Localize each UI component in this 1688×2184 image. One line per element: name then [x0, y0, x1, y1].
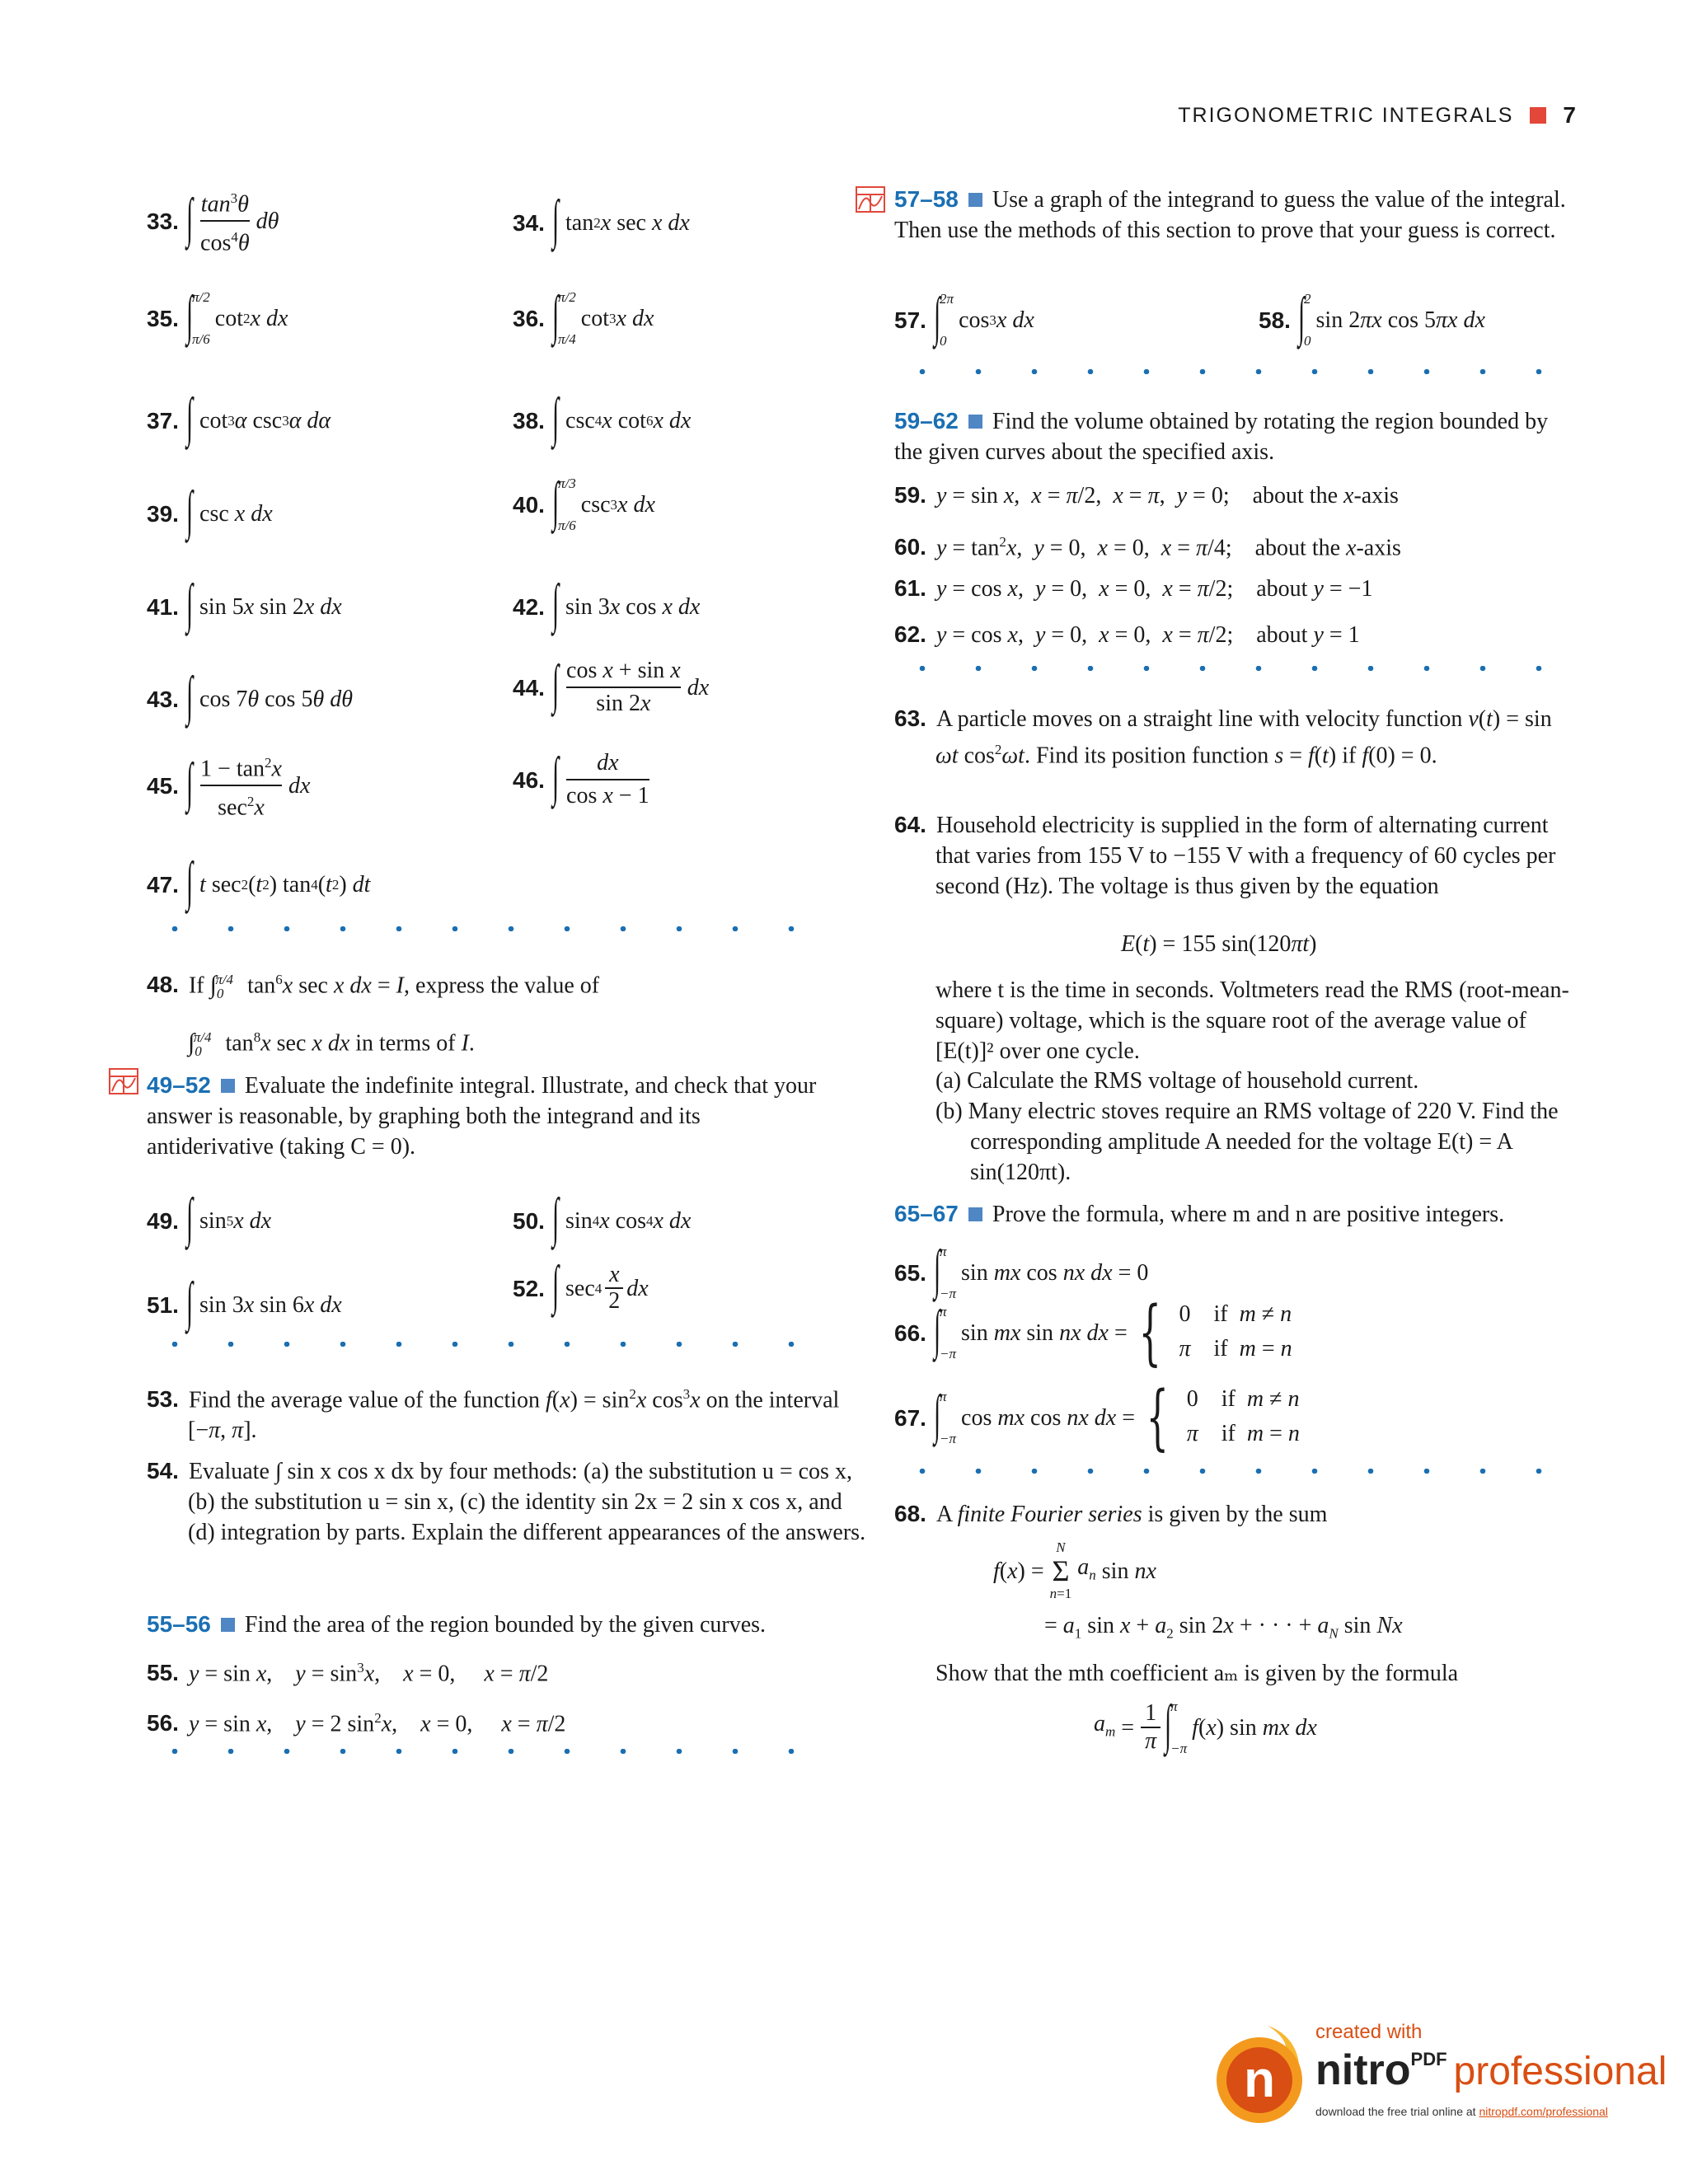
exercise-number: 63.: [894, 705, 926, 731]
exercise-47: 47. ∫ t sec 2 ( t 2 ) tan 4 ( t 2 ) dt: [147, 851, 371, 912]
exercise-64-text-b: where t is the time in seconds. Voltmeters read the RMS (root-mean-square) voltage, which is the square root of the average value of [E(t)]² over one cycle.: [935, 977, 1569, 1064]
logo-brand: nitro: [1315, 2046, 1411, 2094]
exercise-number: 33.: [147, 208, 179, 234]
exercise-number: 34.: [513, 209, 545, 236]
logo-created-with: created with: [1315, 2021, 1423, 2043]
exercise-61: 61. y = cos x, y = 0, x = 0, x = π/2; about y = −1: [894, 575, 1373, 602]
exercise-number: 53.: [147, 1386, 179, 1413]
instructions-text: Find the area of the region bounded by the given curves.: [244, 1612, 767, 1638]
exercise-39: 39. ∫ csc x dx: [147, 480, 273, 541]
instructions-49-52: [147, 1070, 831, 1162]
exercise-text: Evaluate ∫ sin x cos x dx by four methods: (a) the substitution u = cos x, (b) the substitution u = sin x, (c) the identity sin 2x = 2 sin x cos x, and (d) integration by parts. Explain the different appearances of the answers.: [188, 1459, 866, 1545]
exercise-59: 59. y = sin x, x = π/2, x = π, y = 0; about the x-axis: [894, 482, 1399, 509]
exercise-64: [894, 809, 1562, 902]
instructions-text: Prove the formula, where m and n are positive integers.: [992, 1202, 1505, 1227]
nitro-pdf-logo: [1210, 2013, 1667, 2136]
exercise-range: 65–67: [894, 1201, 959, 1226]
logo-pdf-sup: PDF: [1410, 2049, 1447, 2069]
exercise-51: 51. ∫ sin 3 x sin 6 x dx: [147, 1272, 342, 1332]
exercise-53: 53. Find the average value of the function $f(x) = \sin^2x$ $\cos^3x$ on the interval [−π, π].: [147, 1386, 840, 1444]
logo-tagline-text: download the free trial online at: [1315, 2105, 1479, 2118]
exercise-range: 55–56: [147, 1611, 211, 1637]
instructions-57-58: [894, 184, 1578, 246]
exercise-64-part-a: (a) Calculate the RMS voltage of household current.: [935, 1068, 1419, 1094]
running-header: [1178, 102, 1576, 129]
blue-square-icon: [968, 415, 982, 429]
exercise-number: 61.: [894, 575, 926, 601]
exercise-55: 55. y = sin x, $y = \sin^3x$, x = 0, x = π/2: [147, 1660, 549, 1687]
blue-square-icon: [968, 193, 982, 207]
section-divider: [894, 1469, 1578, 1474]
exercise-number: 64.: [894, 812, 926, 837]
logo-edition: professional: [1453, 2050, 1667, 2093]
exercise-66: 66. ∫ π −π sin mx sin nx dx = { 0 if m ≠ n π if m = n: [894, 1291, 1292, 1374]
exercise-46: 46. ∫ $\frac{dx}{\text{cos x − 1}}$: [513, 747, 649, 808]
exercise-49: 49. ∫ sin 5 x dx: [147, 1188, 272, 1248]
exercise-number: 36.: [513, 305, 545, 331]
exercise-58: 58. ∫ 2 0 sin 2 πx cos 5 πx dx: [1259, 287, 1485, 349]
page-number: 7: [1563, 102, 1576, 128]
blue-square-icon: [221, 1079, 235, 1093]
exercise-number: 37.: [147, 407, 179, 434]
instructions-65-67: [894, 1198, 1578, 1230]
exercise-50: 50. ∫ sin 4 x cos 4 x dx: [513, 1188, 692, 1248]
exercise-65: 65. ∫ π −π sin mx cos nx dx = 0: [894, 1240, 1149, 1301]
exercise-number: 56.: [147, 1710, 179, 1736]
exercise-33: 33. ∫ $\frac{\tan^3\theta}{\cos^4\theta}$ dθ: [147, 188, 279, 256]
exercise-number: 40.: [513, 491, 545, 518]
exercise-43: 43. ∫ cos 7 θ cos 5 θ dθ: [147, 666, 353, 726]
graphing-calculator-icon: [109, 1068, 138, 1094]
exercise-number: 50.: [513, 1207, 545, 1234]
exercise-57: 57. ∫ 2π 0 cos 3 x dx: [894, 287, 1034, 349]
exercise-54: [147, 1455, 872, 1548]
exercise-38: 38. ∫ csc 4 x cot 6 x dx: [513, 387, 692, 448]
exercise-67: 67. ∫ π −π cos mx cos nx dx = { 0 if m ≠ n π if m = n: [894, 1376, 1300, 1459]
exercise-number: 58.: [1259, 307, 1291, 333]
exercise-52: 52. ∫ sec 4 $\frac{x}{2}$ dx: [513, 1255, 649, 1315]
exercise-number: 65.: [894, 1259, 926, 1286]
header-square-icon: [1530, 107, 1546, 124]
exercise-number: 51.: [147, 1291, 179, 1318]
exercise-number: 35.: [147, 305, 179, 331]
section-divider: [147, 1342, 836, 1347]
instructions-55-56: [147, 1609, 831, 1640]
blue-square-icon: [968, 1207, 982, 1221]
exercise-number: 62.: [894, 621, 926, 647]
exercise-number: 39.: [147, 500, 179, 527]
section-divider: [894, 666, 1578, 671]
exercise-number: 66.: [894, 1319, 926, 1346]
exercise-number: 67.: [894, 1404, 926, 1431]
instructions-text: Use a graph of the integrand to guess the value of the integral. Then use the methods of this section to prove that your guess is correct.: [894, 187, 1566, 243]
exercise-number: 41.: [147, 593, 179, 620]
exercise-56: 56. y = sin x, y = 2 $\sin^2x$, x = 0, x = π/2: [147, 1710, 566, 1737]
exercise-number: 38.: [513, 407, 545, 434]
fourier-sum: f ( x ) = N Σ n=1 $a_n$ sin nx: [993, 1540, 1156, 1601]
graphing-calculator-icon: [856, 186, 885, 213]
exercise-number: 44.: [513, 674, 545, 701]
instructions-59-62: [894, 405, 1578, 467]
exercise-68-text-b: Show that the mth coefficient aₘ is given by the formula: [935, 1661, 1459, 1686]
coefficient-formula: $a_m$ = $\frac{1}{\pi}$ ∫ π −π f ( x ) sin mx dx: [1094, 1694, 1317, 1756]
exercise-63: 63. A particle moves on a straight line with velocity function v(t) = sin ωt $\cos^2\omega t$. Find its position function s = f(t) if f(0) = 0.: [894, 705, 1552, 769]
exercise-range: 57–58: [894, 186, 959, 212]
blue-square-icon: [221, 1618, 235, 1632]
exercise-45: 45. ∫ $\frac{1 - \tan^2x}{\sec^2x}$ dx: [147, 752, 311, 821]
section-divider: [894, 369, 1578, 374]
exercise-number: 68.: [894, 1501, 926, 1526]
exercise-34: 34. ∫ tan 2 x sec x dx: [513, 190, 690, 250]
exercise-number: 45.: [147, 772, 179, 799]
exercise-number: 43.: [147, 686, 179, 712]
exercise-64-part-b: (b) Many electric stoves require an RMS voltage of 220 V. Find the corresponding amplitude A needed for the voltage E(t) = A sin(120πt).: [935, 1099, 1559, 1185]
exercise-number: 48.: [147, 972, 179, 998]
exercise-number: 59.: [894, 482, 926, 508]
section-divider: [147, 926, 836, 931]
running-title: TRIGONOMETRIC INTEGRALS: [1178, 103, 1514, 127]
exercise-42: 42. ∫ sin 3 x cos x dx: [513, 574, 701, 634]
logo-tagline: [1315, 2105, 1608, 2118]
exercise-text: Household electricity is supplied in the form of alternating current that varies from 155 V to −155 V with a frequency of 60 cycles per second (Hz). The voltage is thus given by the equation: [935, 813, 1556, 899]
exercise-62: 62. y = cos x, y = 0, x = 0, x = π/2; about y = 1: [894, 621, 1360, 648]
exercise-number: 42.: [513, 593, 545, 620]
exercise-number: 47.: [147, 871, 179, 898]
logo-url-link[interactable]: nitropdf.com/professional: [1479, 2105, 1608, 2118]
exercise-36: 36. ∫ π/2 π/4 cot 3 x dx: [513, 285, 654, 347]
voltage-equation: E(t) = 155 sin(120πt): [1121, 931, 1317, 957]
exercise-number: 55.: [147, 1660, 179, 1686]
instructions-text: Evaluate the indefinite integral. Illustrate, and check that your answer is reasonable, by graphing both the integrand and its antiderivative (taking C = 0).: [147, 1073, 817, 1160]
exercise-number: 54.: [147, 1458, 179, 1483]
fourier-expansion: = $a_1$ $\sin x + a_2$ sin 2x + · · · + $a_N$ sin Nx: [1044, 1613, 1403, 1642]
instructions-text: Find the volume obtained by rotating the region bounded by the given curves about the specified axis.: [894, 409, 1549, 465]
exercise-number: 46.: [513, 766, 545, 793]
exercise-35: 35. ∫ π/2 π/6 cot 2 x dx: [147, 285, 288, 347]
logo-wordmark: [1315, 2046, 1667, 2095]
exercise-number: 52.: [513, 1275, 545, 1301]
exercise-48: 48. If $\int_0^{\pi/4}$ $\tan^6x$ sec x dx = I, express the value of $\int_0^{\pi/4}$ $\tan^8x$ sec x dx in terms of I.: [147, 971, 600, 1059]
exercise-41: 41. ∫ sin 5 x sin 2 x dx: [147, 574, 342, 634]
section-divider: [147, 1749, 836, 1754]
exercise-40: 40. ∫ π/3 π/6 csc 3 x dx: [513, 471, 655, 533]
exercise-60: 60. $y = \tan^2x$, y = 0, x = 0, x = π/4; about the x-axis: [894, 534, 1401, 561]
exercise-68: 68. A finite Fourier series is given by the sum: [894, 1501, 1328, 1527]
exercise-number: 49.: [147, 1207, 179, 1234]
exercise-number: 60.: [894, 534, 926, 560]
exercise-range: 49–52: [147, 1072, 211, 1098]
exercise-range: 59–62: [894, 408, 959, 434]
exercise-number: 57.: [894, 307, 926, 333]
exercise-37: 37. ∫ cot 3 α csc 3 α dα: [147, 387, 331, 448]
exercise-44: 44. ∫ $\frac{\text{cos x + sin x}}{\sin 2x}$ dx: [513, 654, 710, 716]
nitro-flame-icon: [1210, 2021, 1317, 2128]
svg-text:n: n: [1244, 2051, 1275, 2108]
